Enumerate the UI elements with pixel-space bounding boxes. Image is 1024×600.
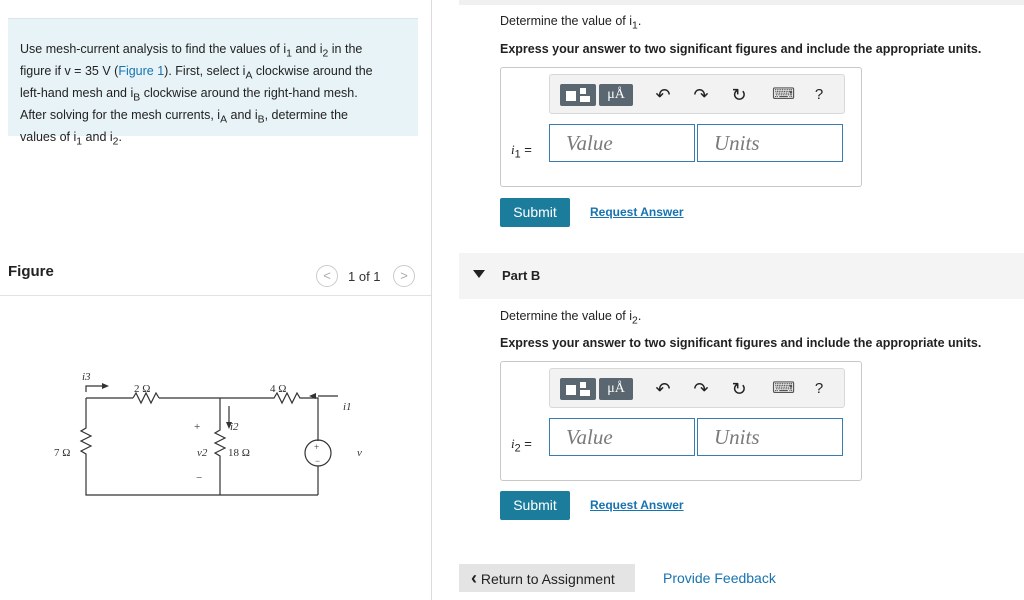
redo-icon[interactable]: ↷ [693,379,709,399]
source-plus: + [314,442,320,452]
part-b-submit-button[interactable]: Submit [500,491,570,520]
resistor-4ohm [268,393,318,441]
source-minus: − [315,456,321,466]
part-b-variable-label: $i_2$ = [511,436,532,455]
part-b-question: Determine the value of $i_2$. [500,309,642,327]
part-b-title: Part B [502,268,541,283]
figure-page-counter: 1 of 1 [348,269,381,284]
left-panel [0,0,432,600]
i2-label: i2 [230,421,239,433]
prev-figure-button[interactable]: < [316,265,338,287]
v-label: v [357,447,362,459]
figure-header [0,256,432,296]
r18-label: 18 Ω [228,447,250,459]
part-b-units-input[interactable]: Units [697,418,843,456]
keyboard-icon[interactable]: ⌨ [772,86,796,103]
part-a-question: Determine the value of $i_1$. [500,14,642,32]
undo-icon[interactable]: ↶ [655,379,671,399]
reset-icon[interactable]: ↻ [731,379,747,399]
undo-icon[interactable]: ↶ [655,85,671,105]
r4-label: 4 Ω [270,383,287,395]
i3-label: i3 [82,371,91,383]
units-button[interactable]: μÅ [599,378,633,400]
figure-title: Figure [8,263,54,280]
chevron-left-icon: ‹ [471,568,477,588]
part-b-value-input[interactable]: Value [549,418,695,456]
reset-icon[interactable]: ↻ [731,85,747,105]
provide-feedback-link[interactable]: Provide Feedback [663,570,776,586]
circuit-diagram [48,366,368,516]
r2-label: 2 Ω [134,383,151,395]
redo-icon[interactable]: ↷ [693,85,709,105]
column-divider [431,0,432,600]
part-b-toolbar [549,368,845,408]
help-icon[interactable]: ? [814,86,824,103]
problem-statement: Use mesh-current analysis to find the values of $i_1$ and $i_2$ in the figure if v = 35 V (Figure 1). First, select $i_A$ clockwise around the left-hand mesh and $i_B$ clockwise around the right-hand mesh. After solving for the mesh currents, $i_A$ and $i_B$, determine the values of $i_1$ and $i_2$. [8,18,418,136]
top-strip [459,0,1024,5]
part-b-instruction: Express your answer to two significant figures and include the appropriate units. [500,336,982,350]
help-icon[interactable]: ? [814,380,824,397]
templates-button[interactable] [560,378,596,400]
units-button[interactable]: μÅ [599,84,633,106]
collapse-caret-icon[interactable] [473,270,485,278]
next-figure-button[interactable]: > [393,265,415,287]
part-a-answer-box [500,67,862,187]
part-a-submit-button[interactable]: Submit [500,198,570,227]
part-a-units-input[interactable]: Units [697,124,843,162]
part-b-header[interactable] [459,253,1024,299]
i3-arrow [86,386,102,392]
resistor-18ohm [215,398,225,495]
part-b-request-answer-link[interactable]: Request Answer [590,498,684,512]
return-to-assignment-button[interactable]: ‹ Return to Assignment [459,564,635,592]
part-b-answer-box [500,361,862,481]
v2-label: v2 [197,447,208,459]
part-a-value-input[interactable]: Value [549,124,695,162]
part-a-toolbar [549,74,845,114]
part-a-instruction: Express your answer to two significant figures and include the appropriate units. [500,42,982,56]
r7-label: 7 Ω [54,447,71,459]
part-a-request-answer-link[interactable]: Request Answer [590,205,684,219]
templates-button[interactable] [560,84,596,106]
figure-link[interactable]: Figure 1 [118,63,165,78]
minus-label: − [196,472,203,484]
keyboard-icon[interactable]: ⌨ [772,380,796,397]
i1-label: i1 [343,401,352,413]
part-a-variable-label: $i_1$ = [511,142,532,161]
plus-label: + [194,421,201,433]
